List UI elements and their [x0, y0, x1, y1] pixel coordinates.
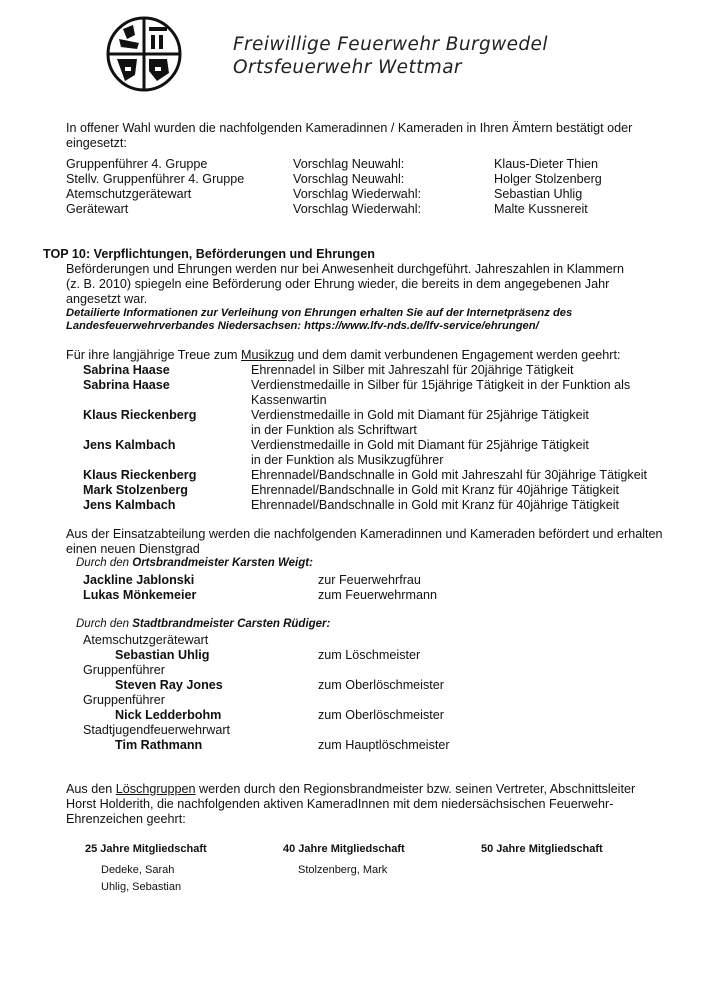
top10-note-line: Landesfeuerwehrverbandes Niedersachsen: https://www.lfv-nds.de/lfv-service/ehrungen/: [66, 320, 539, 332]
member-25-name: Dedeke, Sarah: [101, 864, 175, 876]
election-type: Vorschlag Wiederwahl:: [293, 202, 422, 216]
promoted-name: Steven Ray Jones: [115, 678, 223, 692]
honoree-name: Mark Stolzenberg: [83, 483, 188, 497]
promoted-name: Tim Rathmann: [115, 738, 203, 752]
member-40-name: Stolzenberg, Mark: [298, 864, 388, 876]
musikzug-link: Musikzug: [241, 348, 295, 362]
honour-text: Ehrennadel/Bandschnalle in Gold mit Kranz für 40jährige Tätigkeit: [251, 498, 619, 512]
promoted-name: Nick Ledderbohm: [115, 708, 222, 722]
election-name: Malte Kussnereit: [494, 202, 588, 216]
membership-40-heading: 40 Jahre Mitgliedschaft: [283, 843, 405, 855]
honour-text: Ehrennadel in Silber mit Jahreszahl für 20jährige Tätigkeit: [251, 363, 574, 377]
honour-text: Kassenwartin: [251, 393, 327, 407]
header-line-2: Ortsfeuerwehr Wettmar: [233, 57, 462, 78]
promotion-intro-line: einen neuen Dienstgrad: [66, 542, 200, 556]
election-role: Atemschutzgerätewart: [66, 187, 192, 201]
honour-text: in der Funktion als Schriftwart: [251, 423, 417, 437]
honoree-name: Sabrina Haase: [83, 378, 170, 392]
election-name: Klaus-Dieter Thien: [494, 157, 599, 171]
honoree-name: Jens Kalmbach: [83, 498, 176, 512]
promoted-name: Lukas Mönkemeier: [83, 588, 197, 602]
promoted-role: Atemschutzgerätewart: [83, 633, 209, 647]
header-line-1: Freiwillige Feuerwehr Burgwedel: [233, 34, 548, 55]
honoree-name: Sabrina Haase: [83, 363, 170, 377]
fire-brigade-logo: [105, 15, 183, 93]
stadtbrandmeister-label: Durch den Stadtbrandmeister Carsten Rüdiger:: [76, 618, 331, 630]
honour-text: Verdienstmedaille in Silber für 15jährige Tätigkeit in der Funktion als: [251, 378, 631, 392]
honour-text: in der Funktion als Musikzugführer: [251, 453, 444, 467]
election-role: Gerätewart: [66, 202, 129, 216]
election-type: Vorschlag Wiederwahl:: [293, 187, 422, 201]
top10-paragraph-line: Beförderungen und Ehrungen werden nur bei Anwesenheit durchgeführt. Jahreszahlen in Klammern: [66, 262, 624, 276]
election-role: Stellv. Gruppenführer 4. Gruppe: [66, 172, 245, 186]
honour-text: Verdienstmedaille in Gold mit Diamant für 25jährige Tätigkeit: [251, 408, 589, 422]
honoree-name: Jens Kalmbach: [83, 438, 176, 452]
promoted-rank: zum Feuerwehrmann: [318, 588, 437, 602]
top10-paragraph-line: angesetzt war.: [66, 292, 148, 306]
music-intro: Für ihre langjährige Treue zum Musikzug und dem damit verbundenen Engagement werden geehrt:: [66, 348, 621, 362]
promoted-rank: zum Löschmeister: [318, 648, 421, 662]
member-25-name: Uhlig, Sebastian: [101, 881, 182, 893]
promoted-rank: zum Oberlöschmeister: [318, 708, 444, 722]
intro-line-1: In offener Wahl wurden die nachfolgenden Kameradinnen / Kameraden in Ihren Ämtern bestätigt oder: [66, 121, 633, 135]
intro-line-2: eingesetzt:: [66, 136, 127, 150]
membership-25-heading: 25 Jahre Mitgliedschaft: [85, 843, 207, 855]
honoree-name: Klaus Rieckenberg: [83, 468, 197, 482]
loeschgruppen-line: Ehrenzeichen geehrt:: [66, 812, 186, 826]
honoree-name: Klaus Rieckenberg: [83, 408, 197, 422]
promoted-role: Stadtjugendfeuerwehrwart: [83, 723, 231, 737]
election-type: Vorschlag Neuwahl:: [293, 172, 405, 186]
election-name: Sebastian Uhlig: [494, 187, 583, 201]
promotion-intro-line: Aus der Einsatzabteilung werden die nachfolgenden Kameradinnen und Kameraden befördert und erhalten: [66, 527, 663, 541]
honour-text: Verdienstmedaille in Gold mit Diamant für 25jährige Tätigkeit: [251, 438, 589, 452]
promoted-rank: zum Hauptlöschmeister: [318, 738, 450, 752]
election-type: Vorschlag Neuwahl:: [293, 157, 405, 171]
promoted-name: Sebastian Uhlig: [115, 648, 210, 662]
honour-text: Ehrennadel/Bandschnalle in Gold mit Jahreszahl für 30jährige Tätigkeit: [251, 468, 648, 482]
loeschgruppen-line: Aus den Löschgruppen werden durch den Regionsbrandmeister bzw. seinen Vertreter, Abschnittsleiter: [66, 782, 636, 796]
honour-text: Ehrennadel/Bandschnalle in Gold mit Kranz für 40jährige Tätigkeit: [251, 483, 619, 497]
top10-paragraph-line: (z. B. 2010) spiegeln eine Beförderung oder Ehrung wieder, die bereits in dem angegebenen Jahr: [66, 277, 610, 291]
promoted-role: Gruppenführer: [83, 663, 165, 677]
membership-50-heading: 50 Jahre Mitgliedschaft: [481, 843, 603, 855]
promoted-rank: zum Oberlöschmeister: [318, 678, 444, 692]
promoted-role: Gruppenführer: [83, 693, 165, 707]
promoted-name: Jackline Jablonski: [83, 573, 195, 587]
section-heading: TOP 10: Verpflichtungen, Beförderungen und Ehrungen: [43, 247, 375, 261]
loeschgruppen-line: Horst Holderith, die nachfolgenden aktiven KameradInnen mit dem niedersächsischen Feuerwehr-: [66, 797, 614, 811]
promoted-rank: zur Feuerwehrfrau: [318, 573, 421, 587]
ortsbrandmeister-label: Durch den Ortsbrandmeister Karsten Weigt:: [76, 557, 313, 569]
loeschgruppen-link: Löschgruppen: [115, 782, 196, 796]
election-name: Holger Stolzenberg: [494, 172, 602, 186]
election-role: Gruppenführer 4. Gruppe: [66, 157, 208, 171]
top10-note-line: Detailierte Informationen zur Verleihung von Ehrungen erhalten Sie auf der Internetpräsenz des: [66, 307, 573, 319]
